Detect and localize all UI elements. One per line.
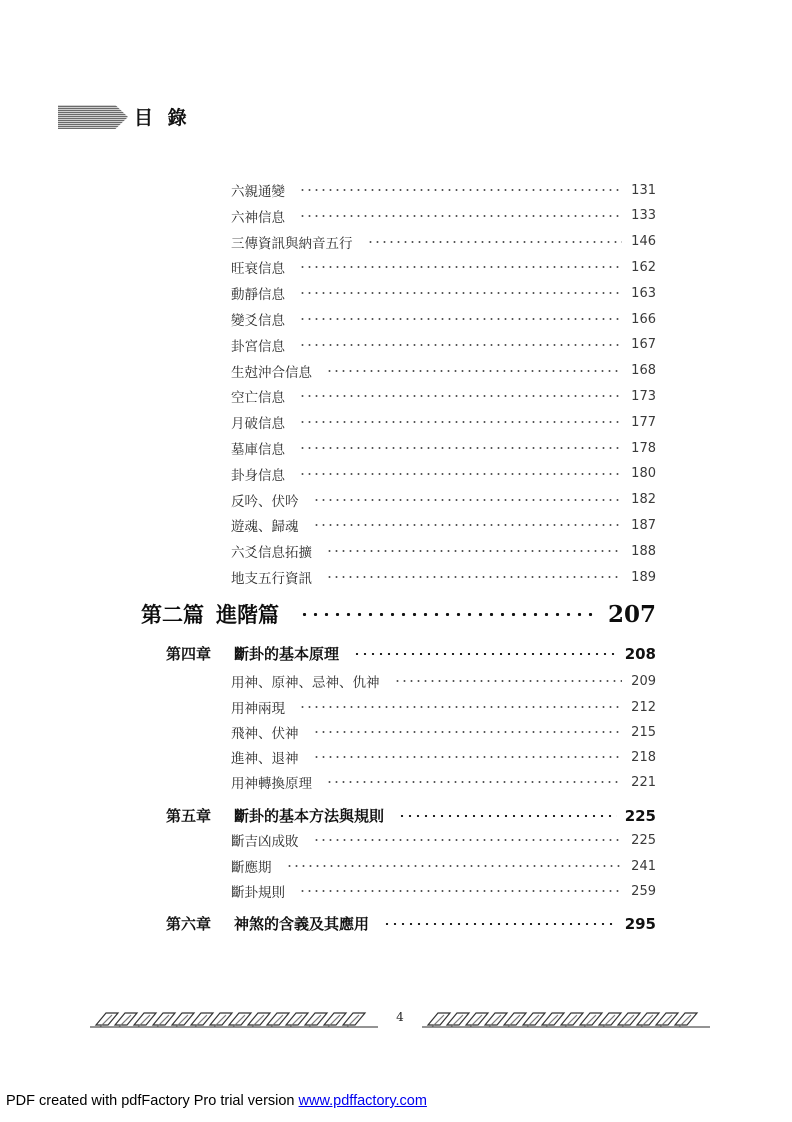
toc-section-page: 167	[631, 337, 656, 353]
toc-section-label: 六爻信息拓擴	[231, 545, 312, 562]
toc-subsection-label: 飛神、伏神	[231, 726, 299, 742]
toc-subsection-label: 斷應期	[231, 860, 272, 876]
dot-leader	[286, 865, 623, 867]
toc-section-label: 三傳資訊與納音五行	[231, 235, 353, 252]
toc-section-label: 空亡信息	[231, 390, 285, 407]
toc-section-page: 131	[631, 182, 656, 198]
chapter-heading-row[interactable]	[166, 643, 656, 664]
dot-leader	[299, 344, 622, 346]
toc-subsection-label: 進神、退神	[231, 751, 299, 767]
chapter-heading-label: 斷卦的基本方法與規則	[234, 807, 385, 825]
toc-section-page: 168	[631, 363, 656, 379]
chapter-heading-page: 225	[624, 806, 656, 825]
toc-section-label: 卦身信息	[231, 467, 285, 484]
left-chain-ornament	[88, 1005, 388, 1035]
dot-leader	[313, 731, 623, 733]
chapter-heading-label: 斷卦的基本原理	[234, 645, 340, 663]
dot-leader	[299, 447, 622, 449]
page-title: 目 錄	[134, 107, 191, 129]
toc-subsection-row[interactable]	[231, 856, 656, 876]
part-heading-page: 207	[607, 600, 656, 628]
toc-section-label: 生尅沖合信息	[231, 364, 312, 381]
part-heading-row[interactable]	[141, 599, 656, 629]
dot-leader	[299, 215, 622, 217]
toc-subsection-label: 用神、原神、忌神、仇神	[231, 675, 380, 691]
toc-section-page: 178	[631, 440, 656, 456]
toc-subsection-row[interactable]	[231, 830, 656, 850]
toc-section-row[interactable]	[231, 567, 656, 587]
toc-section-row[interactable]	[231, 206, 656, 226]
dot-leader	[326, 576, 622, 578]
toc-section-row[interactable]	[231, 515, 656, 535]
toc-section-page: 146	[631, 234, 656, 250]
dot-leader	[299, 318, 622, 320]
dot-leader	[326, 370, 622, 372]
toc-subsection-label: 用神轉換原理	[231, 776, 312, 792]
toc-subsection-row[interactable]	[231, 772, 656, 792]
toc-section-row[interactable]	[231, 309, 656, 329]
toc-subsection-page: 259	[631, 883, 656, 899]
toc-section-row[interactable]	[231, 257, 656, 277]
toc-section-page: 180	[631, 466, 656, 482]
dot-leader	[299, 266, 622, 268]
toc-subsection-row[interactable]	[231, 881, 656, 901]
toc-subsection-page: 212	[631, 699, 656, 715]
chapter-heading-row[interactable]	[166, 805, 656, 826]
toc-section-page: 173	[631, 388, 656, 404]
toc-section-label: 月破信息	[231, 416, 285, 433]
toc-section-row[interactable]	[231, 490, 656, 510]
footer-page-number: 4	[396, 1010, 404, 1024]
dot-leader	[299, 706, 622, 708]
toc-section-row[interactable]	[231, 464, 656, 484]
chapter-heading-row[interactable]	[166, 913, 656, 934]
dot-leader	[299, 395, 622, 397]
toc-section-label: 反吟、伏吟	[231, 493, 299, 510]
header-band-ornament	[58, 105, 128, 129]
chapter-number: 第四章	[166, 645, 212, 663]
toc-subsection-row[interactable]	[231, 747, 656, 767]
toc-section-row[interactable]	[231, 541, 656, 561]
toc-section-page: 188	[631, 543, 656, 559]
part-number: 第二篇	[141, 602, 204, 627]
toc-section-label: 六神信息	[231, 209, 285, 226]
toc-section-label: 旺衰信息	[231, 261, 285, 278]
dot-leader	[398, 815, 617, 817]
toc-section-page: 187	[631, 517, 656, 533]
toc-section-row[interactable]	[231, 180, 656, 200]
part-heading-label: 進階篇	[216, 602, 279, 627]
toc-subsection-page: 215	[631, 724, 656, 740]
dot-leader	[353, 653, 617, 655]
toc-subsection-row[interactable]	[231, 697, 656, 717]
toc-section-row[interactable]	[231, 386, 656, 406]
toc-section-row[interactable]	[231, 361, 656, 381]
pdf-creator-notice	[6, 1093, 427, 1109]
dot-leader	[299, 890, 622, 892]
dot-leader	[313, 839, 623, 841]
chapter-heading-page: 208	[624, 644, 656, 663]
toc-section-label: 卦宮信息	[231, 338, 285, 355]
pdf-notice-text: PDF created with pdfFactory Pro trial version	[6, 1093, 299, 1109]
dot-leader	[367, 241, 623, 243]
toc-section-row[interactable]	[231, 335, 656, 355]
toc-section-page: 133	[631, 208, 656, 224]
toc-subsection-row[interactable]	[231, 671, 656, 691]
dot-leader	[299, 189, 622, 191]
toc-section-page: 163	[631, 285, 656, 301]
chapter-heading-page: 295	[624, 914, 656, 933]
toc-section-row[interactable]	[231, 412, 656, 432]
toc-section-page: 189	[631, 569, 656, 585]
toc-subsection-row[interactable]	[231, 722, 656, 742]
toc-section-page: 166	[631, 311, 656, 327]
toc-section-label: 變爻信息	[231, 313, 285, 329]
toc-section-row[interactable]	[231, 283, 656, 303]
dot-leader	[313, 499, 623, 501]
dot-leader	[299, 473, 622, 475]
toc-section-label: 墓庫信息	[231, 442, 285, 458]
toc-section-page: 182	[631, 492, 656, 508]
toc-section-label: 遊魂、歸魂	[231, 519, 299, 536]
toc-section-label: 地支五行資訊	[231, 571, 312, 587]
toc-section-row[interactable]	[231, 232, 656, 252]
toc-section-page: 177	[631, 414, 656, 430]
toc-subsection-label: 斷卦規則	[231, 885, 285, 901]
toc-subsection-label: 斷吉凶成敗	[231, 834, 299, 850]
chapter-heading-label: 神煞的含義及其應用	[234, 915, 370, 933]
chapter-number: 第六章	[166, 915, 212, 933]
dot-leader	[383, 923, 617, 925]
toc-section-label: 六親通變	[231, 184, 285, 200]
chapter-number: 第五章	[166, 807, 212, 825]
dot-leader	[299, 613, 594, 616]
toc-subsection-page: 209	[631, 673, 656, 689]
dot-leader	[313, 524, 623, 526]
pdffactory-link[interactable]: www.pdffactory.com	[298, 1093, 427, 1109]
toc-section-row[interactable]	[231, 438, 656, 458]
dot-leader	[299, 292, 622, 294]
dot-leader	[313, 756, 623, 758]
toc-subsection-page: 218	[631, 749, 656, 765]
right-chain-ornament	[420, 1005, 720, 1035]
toc-section-label: 動靜信息	[231, 287, 285, 304]
toc-subsection-page: 221	[631, 774, 656, 790]
toc-subsection-page: 241	[631, 858, 656, 874]
toc-section-page: 162	[631, 259, 656, 275]
dot-leader	[326, 781, 622, 783]
toc-subsection-page: 225	[631, 832, 656, 848]
dot-leader	[299, 421, 622, 423]
dot-leader	[326, 550, 622, 552]
dot-leader	[394, 680, 623, 682]
toc-subsection-label: 用神兩現	[231, 701, 285, 717]
